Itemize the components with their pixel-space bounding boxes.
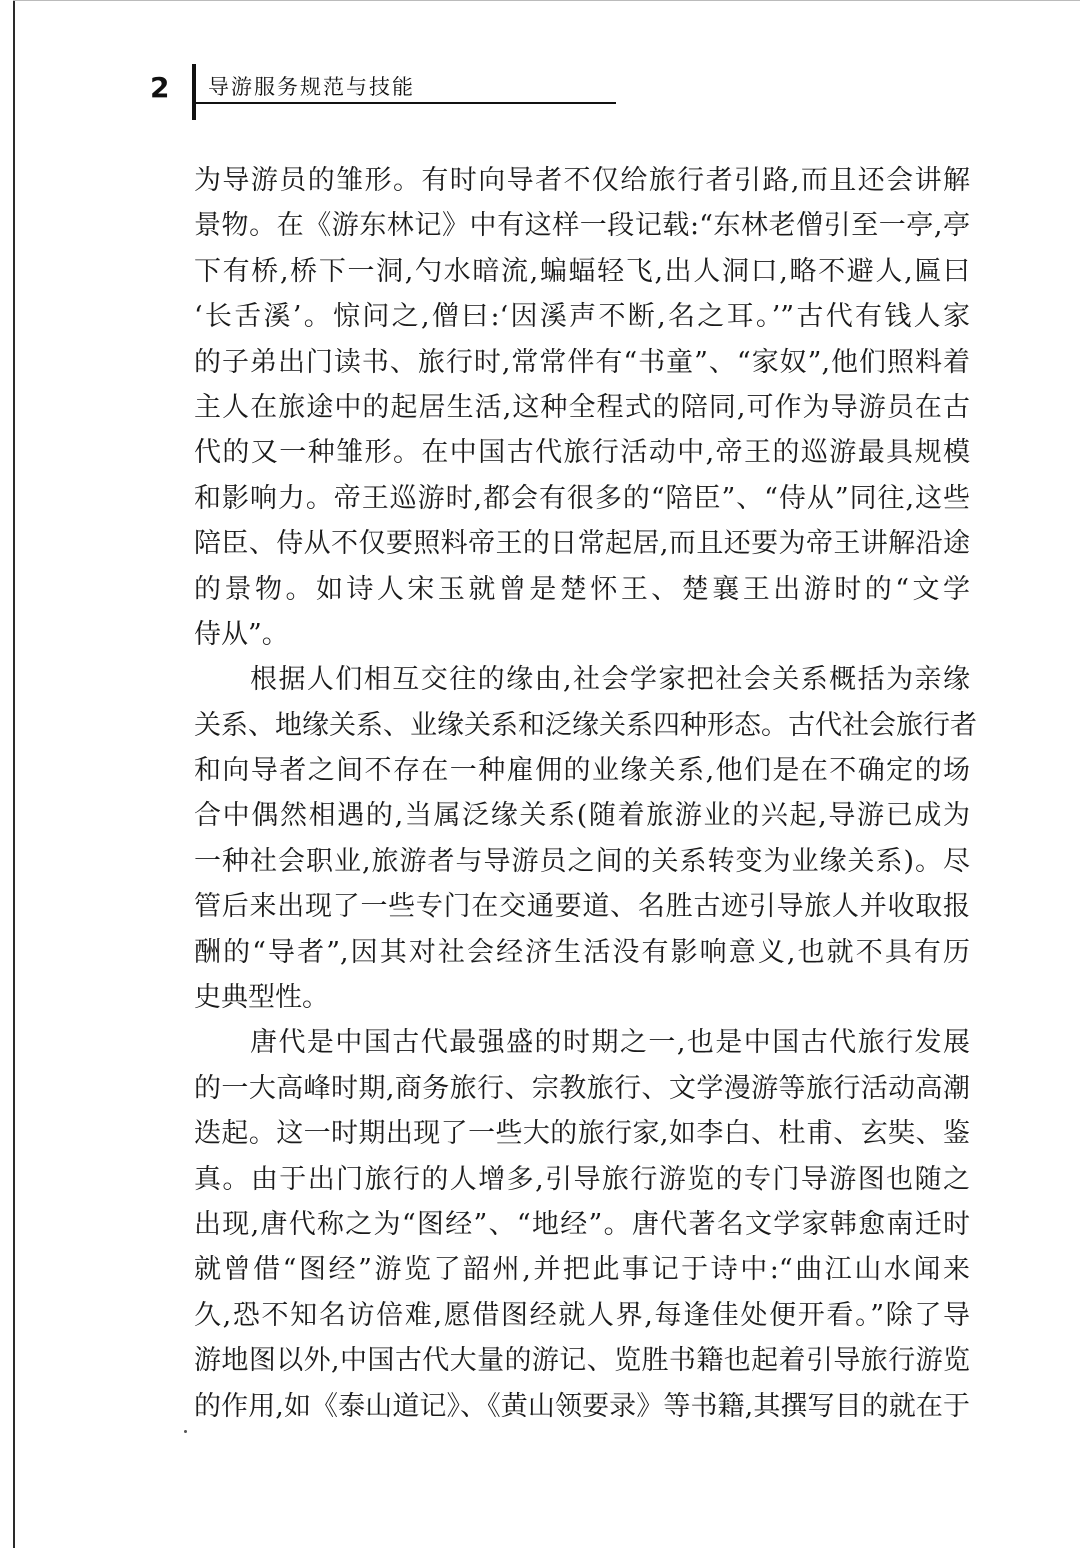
text-line: 迭起。这一时期出现了一些大的旅行家,如李白、杜甫、玄奘、鉴 (194, 1118, 970, 1150)
page-frame-top-edge (13, 0, 1080, 1)
text-line: 酬的“导者”,因其对社会经济生活没有影响意义,也就不具有历 (194, 936, 970, 968)
body-text (194, 158, 977, 1429)
book-title: 导游服务规范与技能 (208, 75, 415, 99)
text-line: 侍从”。 (194, 618, 289, 650)
text-line: 史典型性。 (194, 982, 329, 1014)
text-line: 的子弟出门读书、旅行时,常常伴有“书童”、“家奴”,他们照料着 (194, 346, 970, 378)
text-line: 下有桥,桥下一洞,勺水暗流,蝙蝠轻飞,出人洞口,略不避人,匾曰 (194, 255, 970, 287)
header-vertical-rule (192, 64, 196, 120)
paragraph-first-line: 根据人们相互交往的缘由,社会学家把社会关系概括为亲缘 (250, 664, 970, 696)
text-line: 管后来出现了一些专门在交通要道、名胜古迹引导旅人并收取报 (194, 891, 970, 923)
running-header (150, 62, 630, 122)
text-line: 景物。在《游东林记》中有这样一段记载:“东林老僧引至一亭,亭 (194, 210, 970, 242)
text-line: 陪臣、侍从不仅要照料帝王的日常起居,而且还要为帝王讲解沿途 (194, 528, 970, 560)
text-line: 主人在旅途中的起居生活,这种全程式的陪同,可作为导游员在古 (194, 391, 970, 423)
scan-speck (184, 1430, 187, 1433)
text-line: 代的又一种雏形。在中国古代旅行活动中,帝王的巡游最具规模 (194, 437, 970, 469)
text-line: 和向导者之间不存在一种雇佣的业缘关系,他们是在不确定的场 (194, 755, 970, 787)
text-line: 关系、地缘关系、业缘关系和泛缘关系四种形态。古代社会旅行者 (194, 709, 977, 741)
text-line: 的一大高峰时期,商务旅行、宗教旅行、文学漫游等旅行活动高潮 (194, 1072, 970, 1104)
page-frame-left-edge (13, 0, 15, 1548)
text-line: 的作用,如《泰山道记》、《黄山领要录》等书籍,其撰写目的就在于 (194, 1390, 970, 1422)
text-line: 久,恐不知名访倍难,愿借图经就人界,每逢佳处便开看。”除了导 (194, 1299, 970, 1331)
text-line: 就曾借“图经”游览了韶州,并把此事记于诗中:“曲江山水闻来 (194, 1254, 970, 1286)
text-line: 出现,唐代称之为“图经”、“地经”。唐代著名文学家韩愈南迁时 (194, 1208, 970, 1240)
text-line: ‘长舌溪’。惊问之,僧曰:‘因溪声不断,名之耳。’”古代有钱人家 (194, 301, 970, 333)
text-line: 真。由于出门旅行的人增多,引导旅行游览的专门导游图也随之 (194, 1163, 970, 1195)
text-line: 为导游员的雏形。有时向导者不仅给旅行者引路,而且还会讲解 (194, 165, 970, 196)
paragraph-first-line: 唐代是中国古代最强盛的时期之一,也是中国古代旅行发展 (250, 1027, 970, 1059)
header-horizontal-rule (192, 102, 616, 104)
text-line: 的景物。如诗人宋玉就曾是楚怀王、楚襄王出游时的“文学 (194, 573, 970, 605)
text-line: 和影响力。帝王巡游时,都会有很多的“陪臣”、“侍从”同往,这些 (194, 482, 970, 514)
text-line: 游地图以外,中国古代大量的游记、览胜书籍也起着引导旅行游览 (194, 1345, 970, 1377)
text-line: 合中偶然相遇的,当属泛缘关系(随着旅游业的兴起,导游已成为 (194, 800, 970, 832)
page-number: 2 (150, 71, 170, 104)
text-line: 一种社会职业,旅游者与导游员之间的关系转变为业缘关系)。尽 (194, 845, 970, 877)
